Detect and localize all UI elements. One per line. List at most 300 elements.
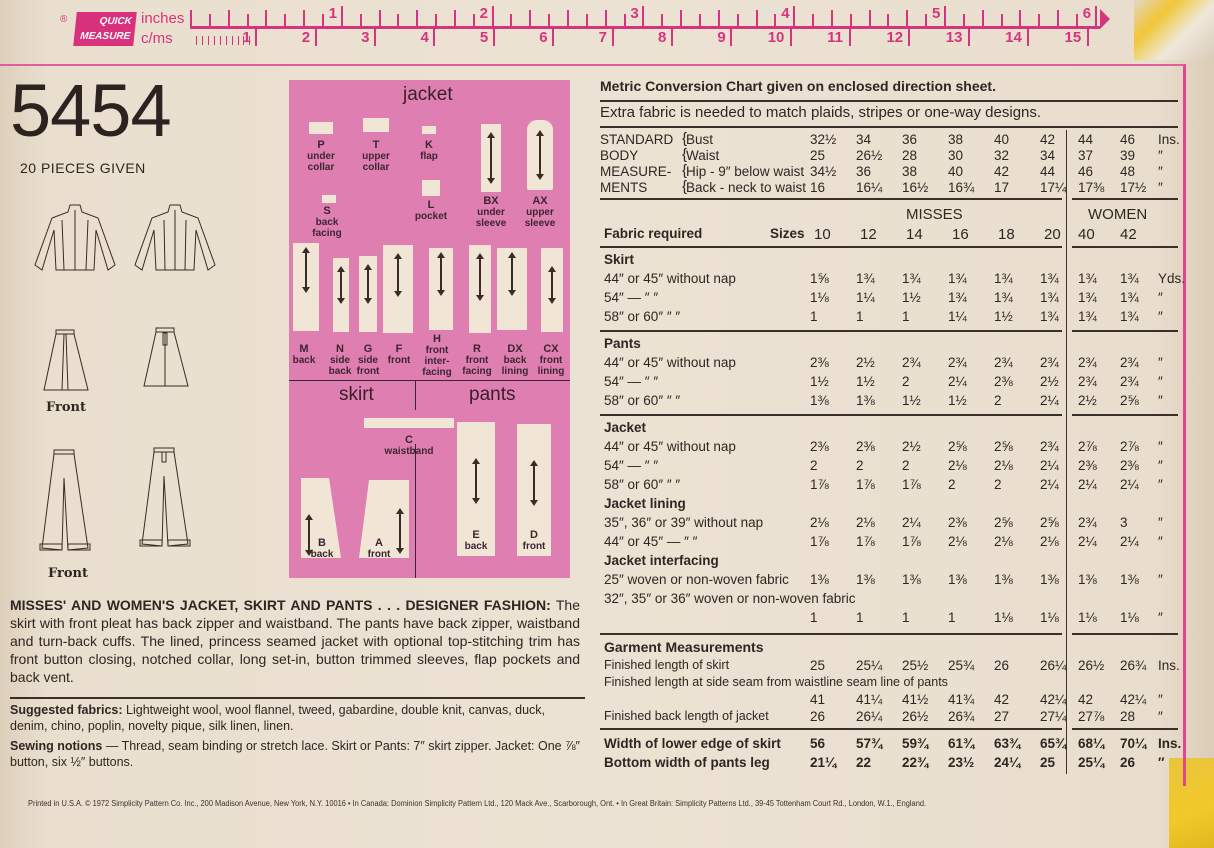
misses-value: 42¼ bbox=[1040, 692, 1067, 707]
piece-front bbox=[383, 245, 413, 333]
piece-back-facing bbox=[322, 195, 336, 203]
piece-front-facing bbox=[469, 245, 491, 333]
women-value: 39 bbox=[1120, 148, 1136, 163]
misses-value: 1¾ bbox=[948, 271, 967, 286]
cm-tick bbox=[552, 28, 554, 46]
misses-value: 2⅛ bbox=[948, 534, 967, 549]
misses-value: 2⅛ bbox=[994, 458, 1013, 473]
inch-tick bbox=[1038, 14, 1040, 26]
unit: Ins. bbox=[1158, 736, 1182, 751]
women-value: 17½ bbox=[1120, 180, 1147, 195]
pants-section-title: pants bbox=[469, 384, 516, 405]
misses-value: 21¼ bbox=[810, 755, 837, 770]
women-value: 46 bbox=[1120, 132, 1136, 147]
women-value: 48 bbox=[1120, 164, 1136, 179]
women-header: WOMEN bbox=[1088, 206, 1148, 223]
misses-value: 2¼ bbox=[902, 515, 921, 530]
piece-under-sleeve bbox=[481, 124, 501, 192]
row-label: 58″ or 60″ ″ ″ bbox=[604, 393, 681, 408]
misses-value: 1⅜ bbox=[1040, 572, 1059, 587]
misses-value: 38 bbox=[948, 132, 964, 147]
women-value: 25¼ bbox=[1078, 755, 1105, 770]
piece-waistband bbox=[364, 418, 454, 428]
misses-value: 1½ bbox=[856, 374, 875, 389]
cm-tick bbox=[1027, 28, 1029, 46]
misses-value: 2⅛ bbox=[948, 458, 967, 473]
table-rule bbox=[600, 100, 1178, 102]
misses-value: 1¾ bbox=[948, 290, 967, 305]
mm-tick bbox=[226, 36, 227, 45]
size-header: 16 bbox=[952, 226, 969, 243]
misses-value: 40 bbox=[994, 132, 1010, 147]
piece-label-b: B back bbox=[310, 537, 334, 560]
inch-mark: 6 bbox=[1082, 5, 1092, 22]
misses-value: 36 bbox=[856, 164, 872, 179]
women-value: 1¾ bbox=[1120, 290, 1139, 305]
misses-value: 32 bbox=[994, 148, 1010, 163]
mm-tick bbox=[220, 36, 221, 45]
skirt-section-title: skirt bbox=[339, 384, 374, 405]
measurement-label: Bust bbox=[686, 132, 714, 147]
suggested-fabrics: Suggested fabrics: Lightweight wool, wool flannel, tweed, gabardine, double knit, canvas, duck, denim, chino, poplin, novelty pique, silk linen, linen. bbox=[10, 703, 546, 733]
garment-sketches bbox=[20, 200, 280, 590]
misses-value: 23½ bbox=[948, 755, 975, 770]
misses-value: 1⅜ bbox=[902, 572, 921, 587]
misses-value: 2⅝ bbox=[948, 439, 967, 454]
table-rule bbox=[1072, 414, 1178, 416]
piece-upper-sleeve bbox=[527, 120, 553, 190]
panel-divider bbox=[289, 380, 570, 381]
misses-value: 2⅛ bbox=[994, 534, 1013, 549]
women-value: 37 bbox=[1078, 148, 1094, 163]
cm-mark: 12 bbox=[886, 29, 904, 46]
piece-label-n: N side back bbox=[328, 343, 352, 377]
brace: { bbox=[682, 162, 688, 179]
unit: ″ bbox=[1158, 755, 1165, 770]
brace: { bbox=[682, 178, 688, 195]
inch-tick bbox=[605, 10, 607, 26]
unit: ″ bbox=[1158, 180, 1163, 195]
inch-tick bbox=[831, 10, 833, 26]
size-header: 10 bbox=[814, 226, 831, 243]
table-rule bbox=[600, 330, 1062, 332]
row-label: 54″ — ″ ″ bbox=[604, 290, 659, 305]
misses-value: 2¾ bbox=[1040, 355, 1059, 370]
skirt-sketch-label: Front bbox=[46, 400, 86, 415]
women-value: 42 bbox=[1078, 692, 1094, 707]
piece-pocket bbox=[422, 180, 440, 196]
unit: ″ bbox=[1158, 164, 1163, 179]
row-label: 54″ — ″ ″ bbox=[604, 374, 659, 389]
misses-value: 1¾ bbox=[1040, 271, 1059, 286]
women-value: 2¾ bbox=[1078, 374, 1097, 389]
misses-value: 41 bbox=[810, 692, 826, 707]
piece-label-ax: AX upper sleeve bbox=[524, 195, 556, 229]
piece-back bbox=[293, 243, 319, 331]
piece-label-l: L pocket bbox=[414, 199, 448, 222]
misses-value: 28 bbox=[902, 148, 918, 163]
table-rule bbox=[1072, 246, 1178, 248]
women-value: 2⅞ bbox=[1078, 439, 1097, 454]
cm-mark: 4 bbox=[420, 29, 429, 46]
inch-tick bbox=[642, 6, 644, 26]
unit: ″ bbox=[1158, 148, 1163, 163]
misses-value: 2⅜ bbox=[810, 355, 829, 370]
inch-tick bbox=[963, 14, 965, 26]
inch-tick bbox=[435, 14, 437, 26]
cm-mark: 5 bbox=[479, 29, 489, 46]
women-value: 2¾ bbox=[1078, 515, 1097, 530]
piece-label-g: G side front bbox=[356, 343, 380, 377]
body-measurements-label: STANDARD bbox=[600, 132, 674, 147]
section-title: Pants bbox=[604, 336, 641, 351]
inch-tick bbox=[887, 14, 889, 26]
tape-corner bbox=[1134, 0, 1214, 60]
misses-value: 2⅜ bbox=[948, 515, 967, 530]
section-title: Skirt bbox=[604, 252, 635, 267]
cm-tick bbox=[790, 28, 792, 46]
misses-value: 1⅛ bbox=[810, 290, 829, 305]
misses-value: 22 bbox=[856, 755, 872, 770]
row-label: Finished back length of jacket bbox=[604, 709, 769, 723]
row-label: Bottom width of pants leg bbox=[604, 755, 770, 770]
pants-front-sketch-icon bbox=[36, 448, 106, 558]
misses-value: 1⅜ bbox=[856, 393, 875, 408]
misses-value: 2 bbox=[810, 458, 818, 473]
misses-value: 1½ bbox=[902, 290, 921, 305]
fabrics-and-notions bbox=[10, 702, 580, 774]
cm-tick bbox=[671, 28, 673, 46]
inch-tick bbox=[1076, 14, 1078, 26]
piece-label-d: D front bbox=[522, 529, 546, 552]
inch-tick bbox=[850, 14, 852, 26]
misses-value: 1¾ bbox=[856, 271, 875, 286]
women-value: 2¼ bbox=[1120, 477, 1139, 492]
misses-value: 1⅞ bbox=[810, 534, 829, 549]
cm-mark: 6 bbox=[539, 29, 548, 46]
misses-value: 25 bbox=[810, 148, 826, 163]
inch-tick bbox=[812, 14, 814, 26]
piece-label-e: E back bbox=[464, 529, 488, 552]
misses-value: 1 bbox=[856, 610, 864, 625]
piece-label-m: M back bbox=[292, 343, 316, 366]
inch-tick bbox=[982, 10, 984, 26]
inch-tick bbox=[548, 14, 550, 26]
cm-tick bbox=[1087, 28, 1089, 46]
inch-tick bbox=[284, 14, 286, 26]
misses-value: 1¾ bbox=[1040, 290, 1059, 305]
women-value: 27⅞ bbox=[1078, 709, 1105, 724]
pattern-description bbox=[10, 596, 580, 686]
women-value: 1⅜ bbox=[1120, 572, 1139, 587]
women-value: 2⅝ bbox=[1120, 393, 1139, 408]
row-label: 58″ or 60″ ″ ″ bbox=[604, 477, 681, 492]
inch-tick bbox=[416, 10, 418, 26]
misses-value: 1¾ bbox=[994, 290, 1013, 305]
women-value: 17⅜ bbox=[1078, 180, 1105, 195]
women-value: 2⅜ bbox=[1120, 458, 1139, 473]
misses-value: 2⅜ bbox=[994, 374, 1013, 389]
pieces-given: 20 PIECES GIVEN bbox=[20, 160, 146, 176]
piece-label-r: R front facing bbox=[462, 343, 492, 377]
piece-front-lining bbox=[541, 248, 563, 332]
misses-value: 2½ bbox=[856, 355, 875, 370]
inch-tick bbox=[1001, 14, 1003, 26]
table-rule bbox=[600, 246, 1062, 248]
inch-tick bbox=[209, 14, 211, 26]
row-label: 35″, 36″ or 39″ without nap bbox=[604, 515, 764, 530]
women-value: 2¼ bbox=[1078, 534, 1097, 549]
misses-value: 1 bbox=[856, 309, 864, 324]
misses-value: 26 bbox=[810, 709, 826, 724]
skirt-back-sketch-icon bbox=[140, 326, 200, 392]
row-label: 58″ or 60″ ″ ″ bbox=[604, 309, 681, 324]
misses-value: 17¼ bbox=[1040, 180, 1067, 195]
women-value: 1⅛ bbox=[1078, 610, 1097, 625]
piece-label-cx: CX front lining bbox=[537, 343, 565, 377]
quick-measure-ruler bbox=[0, 0, 1140, 56]
misses-value: 2½ bbox=[1040, 374, 1059, 389]
pants-sketch-label: Front bbox=[48, 566, 88, 581]
cm-tick bbox=[849, 28, 851, 46]
unit: ″ bbox=[1158, 692, 1163, 707]
piece-label-t: T upper collar bbox=[362, 139, 390, 173]
piece-label-dx: DX back lining bbox=[501, 343, 529, 377]
women-value: 28 bbox=[1120, 709, 1136, 724]
mm-tick bbox=[196, 36, 197, 45]
misses-value: 30 bbox=[948, 148, 964, 163]
misses-value: 2 bbox=[902, 458, 910, 473]
piece-label-c: C waistband bbox=[384, 434, 434, 457]
table-rule bbox=[600, 633, 1062, 635]
unit: Ins. bbox=[1158, 132, 1180, 147]
unit: ″ bbox=[1158, 515, 1163, 530]
mm-tick bbox=[232, 36, 233, 45]
misses-value: 16¾ bbox=[948, 180, 975, 195]
misses-value: 1⅞ bbox=[856, 477, 875, 492]
cm-tick bbox=[968, 28, 970, 46]
piece-label-f: F front bbox=[387, 343, 411, 366]
women-value: 68¼ bbox=[1078, 736, 1105, 751]
piece-under-collar bbox=[309, 122, 333, 134]
women-value: 26¾ bbox=[1120, 658, 1147, 673]
misses-value: 63¾ bbox=[994, 736, 1021, 751]
misses-value: 25¾ bbox=[948, 658, 975, 673]
inch-tick bbox=[322, 14, 324, 26]
women-value: 1¾ bbox=[1078, 290, 1097, 305]
size-header: 14 bbox=[906, 226, 923, 243]
inch-mark: 2 bbox=[479, 5, 488, 22]
table-rule bbox=[1072, 198, 1178, 200]
cm-mark: 1 bbox=[242, 29, 251, 46]
size-header: 40 bbox=[1078, 226, 1095, 243]
misses-value: 41¼ bbox=[856, 692, 883, 707]
cm-mark: 10 bbox=[767, 29, 785, 46]
women-value: 2¾ bbox=[1120, 374, 1139, 389]
table-rule bbox=[1072, 633, 1178, 635]
inch-tick bbox=[379, 10, 381, 26]
women-value: 3 bbox=[1120, 515, 1128, 530]
women-value: 1¾ bbox=[1078, 309, 1097, 324]
misses-value: 1½ bbox=[902, 393, 921, 408]
misses-value: 59¾ bbox=[902, 736, 929, 751]
misses-value: 26½ bbox=[856, 148, 883, 163]
pants-back-sketch-icon bbox=[136, 446, 206, 556]
women-value: 2½ bbox=[1078, 393, 1097, 408]
women-value: 1¾ bbox=[1078, 271, 1097, 286]
cm-mark: 11 bbox=[827, 29, 843, 46]
copyright-footer: Printed in U.S.A. © 1972 Simplicity Pattern Co. Inc., 200 Madison Avenue, New York, N.Y. 10016 • In Canada: Dominion Simplicity Pattern Ltd., 120 Mack Ave., Scarborough, Ont. • In Great Britain: Simplicity Patterns Ltd., 39-45 Tottenham Court Rd., London, W.1., England. bbox=[28, 799, 927, 808]
misses-value: 2⅜ bbox=[810, 439, 829, 454]
misses-value: 16¼ bbox=[856, 180, 883, 195]
piece-front-interfacing bbox=[429, 248, 453, 330]
brace: { bbox=[682, 146, 688, 163]
table-rule bbox=[1072, 728, 1178, 730]
women-value: 2⅜ bbox=[1078, 458, 1097, 473]
piece-side-front bbox=[359, 256, 377, 332]
misses-value: 1½ bbox=[994, 309, 1013, 324]
cm-tick bbox=[612, 28, 614, 46]
misses-value: 25 bbox=[1040, 755, 1056, 770]
women-value: 1¾ bbox=[1120, 271, 1139, 286]
inch-tick bbox=[190, 10, 192, 26]
row-label: Finished length at side seam from waistline seam line of pants bbox=[604, 675, 948, 689]
inches-label: inches bbox=[141, 10, 185, 27]
measurement-label: Hip - 9″ below waist bbox=[686, 164, 805, 179]
misses-value: 2¾ bbox=[902, 355, 921, 370]
cm-tick bbox=[255, 28, 257, 46]
skirt-front-sketch-icon bbox=[40, 328, 100, 394]
inch-tick bbox=[624, 14, 626, 26]
misses-value: 1⅜ bbox=[810, 572, 829, 587]
cm-mark: 13 bbox=[945, 29, 963, 46]
ruler-arrow-icon bbox=[1100, 9, 1110, 29]
women-value: 2⅞ bbox=[1120, 439, 1139, 454]
misses-value: 24¼ bbox=[994, 755, 1021, 770]
size-header: 42 bbox=[1120, 226, 1137, 243]
unit: Ins. bbox=[1158, 658, 1180, 673]
misses-value: 1⅞ bbox=[902, 534, 921, 549]
women-value: 2¼ bbox=[1078, 477, 1097, 492]
row-label: Width of lower edge of skirt bbox=[604, 736, 781, 751]
jacket-front-sketch-icon bbox=[20, 200, 130, 275]
table-rule bbox=[1072, 330, 1178, 332]
unit: ″ bbox=[1158, 572, 1163, 587]
piece-upper-collar bbox=[363, 118, 389, 132]
misses-value: 1½ bbox=[948, 393, 967, 408]
inch-tick bbox=[1095, 6, 1097, 26]
misses-value: 34 bbox=[1040, 148, 1056, 163]
row-label: 32″, 35″ or 36″ woven or non-woven fabric bbox=[604, 591, 856, 606]
unit: ″ bbox=[1158, 458, 1163, 473]
misses-value: 2¾ bbox=[948, 355, 967, 370]
misses-value: 42 bbox=[1040, 132, 1056, 147]
panel-divider-vertical bbox=[415, 380, 416, 410]
inch-tick bbox=[737, 14, 739, 26]
misses-value: 26¼ bbox=[1040, 658, 1067, 673]
garment-measurements-title: Garment Measurements bbox=[604, 639, 764, 655]
row-label: 44″ or 45″ — ″ ″ bbox=[604, 534, 698, 549]
size-header: 12 bbox=[860, 226, 877, 243]
row-label: Finished length of skirt bbox=[604, 658, 730, 672]
misses-value: 2 bbox=[994, 393, 1002, 408]
pattern-number: 5454 bbox=[10, 69, 171, 152]
women-value: 2¼ bbox=[1120, 534, 1139, 549]
unit: ″ bbox=[1158, 290, 1163, 305]
cm-tick bbox=[908, 28, 910, 46]
inch-tick bbox=[774, 14, 776, 26]
piece-label-bx: BX under sleeve bbox=[475, 195, 507, 229]
misses-value: 1 bbox=[902, 309, 910, 324]
misses-value: 1 bbox=[810, 309, 818, 324]
cm-mark: 9 bbox=[717, 29, 726, 46]
inch-tick bbox=[718, 10, 720, 26]
misses-value: 26¾ bbox=[948, 709, 975, 724]
misses-value: 25¼ bbox=[856, 658, 883, 673]
misses-value: 27¼ bbox=[1040, 709, 1067, 724]
misses-value: 44 bbox=[1040, 164, 1056, 179]
body-measurements-label: BODY bbox=[600, 148, 639, 163]
inch-mark: 4 bbox=[781, 5, 790, 22]
misses-value: 1⅞ bbox=[810, 477, 829, 492]
misses-value: 1⅜ bbox=[994, 572, 1013, 587]
size-header: 20 bbox=[1044, 226, 1061, 243]
piece-side-back bbox=[333, 258, 349, 332]
misses-value: 2 bbox=[994, 477, 1002, 492]
quick-measure-badge: QUICK MEASURE bbox=[73, 12, 137, 46]
misses-value: 42 bbox=[994, 692, 1010, 707]
misses-value: 2½ bbox=[902, 439, 921, 454]
misses-value: 1⅞ bbox=[856, 534, 875, 549]
pattern-pieces-panel bbox=[289, 80, 570, 578]
misses-value: 2¾ bbox=[1040, 439, 1059, 454]
misses-value: 1⅜ bbox=[810, 393, 829, 408]
brace: { bbox=[682, 130, 688, 147]
cm-tick bbox=[730, 28, 732, 46]
inch-tick bbox=[925, 14, 927, 26]
inch-tick bbox=[567, 10, 569, 26]
women-value: 1⅜ bbox=[1078, 572, 1097, 587]
women-value: 42¼ bbox=[1120, 692, 1147, 707]
women-column-divider bbox=[1066, 130, 1067, 774]
misses-value: 2¾ bbox=[994, 355, 1013, 370]
inch-tick bbox=[228, 10, 230, 26]
misses-value: 1⅛ bbox=[1040, 610, 1059, 625]
misses-value: 16 bbox=[810, 180, 826, 195]
misses-value: 1⅜ bbox=[948, 572, 967, 587]
inch-tick bbox=[586, 14, 588, 26]
row-label: 25″ woven or non-woven fabric bbox=[604, 572, 789, 587]
unit: ″ bbox=[1158, 309, 1163, 324]
cms-label: c/ms bbox=[141, 30, 173, 47]
misses-value: 2 bbox=[902, 374, 910, 389]
cm-mark: 7 bbox=[598, 29, 607, 46]
misses-value: 1½ bbox=[810, 374, 829, 389]
inch-tick bbox=[944, 6, 946, 26]
inch-tick bbox=[661, 14, 663, 26]
misses-value: 1¾ bbox=[994, 271, 1013, 286]
panel-divider-vertical-lower bbox=[415, 444, 416, 578]
women-value: 26 bbox=[1120, 755, 1136, 770]
misses-value: 1⅝ bbox=[810, 271, 829, 286]
misses-value: 2⅛ bbox=[856, 515, 875, 530]
cm-mark: 3 bbox=[361, 29, 370, 46]
section-title: Jacket interfacing bbox=[604, 553, 719, 568]
inch-tick bbox=[454, 10, 456, 26]
unit: ″ bbox=[1158, 610, 1163, 625]
unit: Yds. bbox=[1158, 271, 1186, 286]
cm-tick bbox=[493, 28, 495, 46]
